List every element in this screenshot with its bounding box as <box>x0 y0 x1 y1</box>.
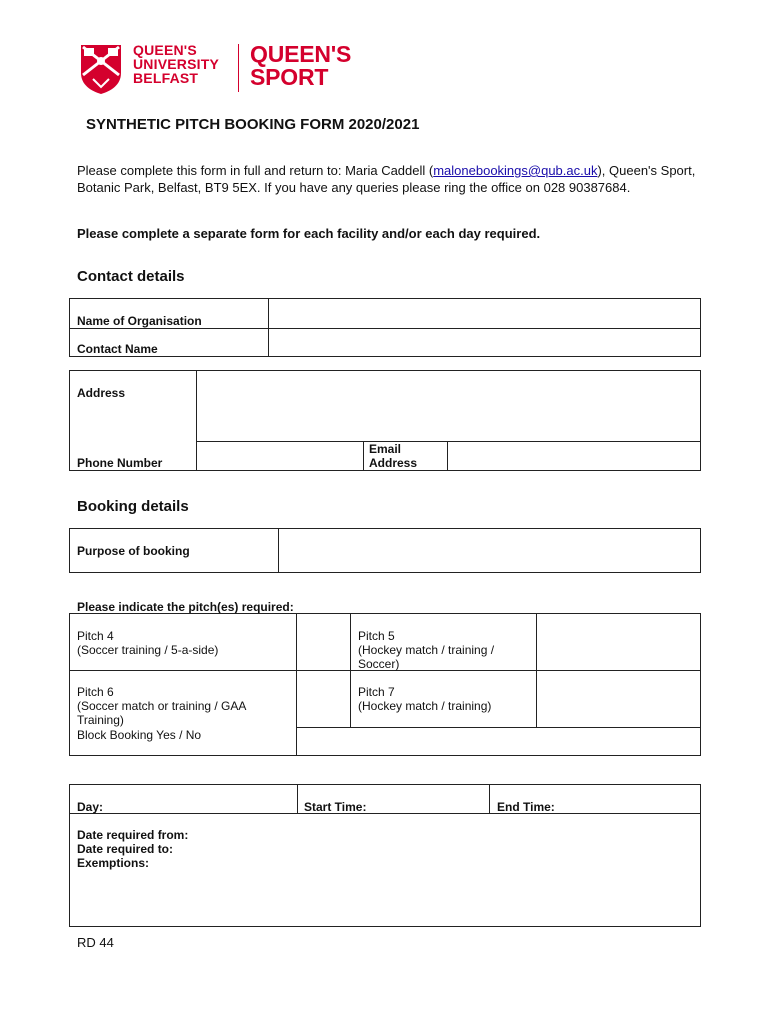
qub-line-2: UNIVERSITY <box>133 56 220 72</box>
email-label-line-2: Address <box>369 456 418 470</box>
purpose-table-divider <box>278 528 279 573</box>
exemptions-label: Exemptions: <box>77 856 150 870</box>
email-label-line-1: Email <box>369 442 402 456</box>
pitch-4-option <box>77 629 218 657</box>
pitch-7-option <box>358 685 491 713</box>
qub-wordmark <box>133 43 219 85</box>
block-booking-field[interactable] <box>298 729 699 755</box>
phone-label: Phone Number <box>77 456 163 470</box>
pitch-6-name: Pitch 6 <box>77 685 114 699</box>
pitch-prompt: Please indicate the pitch(es) required: <box>77 600 294 614</box>
pitch-table-row-2 <box>296 727 701 728</box>
sport-line-2: SPORT <box>250 64 329 90</box>
date-to-label: Date required to: <box>77 842 174 856</box>
intro-paragraph <box>77 163 707 196</box>
pitch-6-desc-2: Training) <box>77 713 124 727</box>
address-label: Address <box>77 386 126 400</box>
address-table-divider <box>196 370 197 471</box>
pitch-4-name: Pitch 4 <box>77 629 114 643</box>
contact-table-row-divider <box>69 328 701 329</box>
qub-line-3: BELFAST <box>133 70 199 86</box>
logo-divider <box>238 44 239 92</box>
sport-line-1: QUEEN'S <box>250 41 352 67</box>
intro-text-1: Please complete this form in full and return to: Maria Caddell ( <box>77 163 434 178</box>
schedule-col-1 <box>297 784 298 814</box>
pitch-5-checkbox[interactable] <box>538 615 699 669</box>
pitch-7-name: Pitch 7 <box>358 685 395 699</box>
date-range-block <box>77 828 188 870</box>
qub-line-1: QUEEN'S <box>133 42 197 58</box>
pitch-5-name: Pitch 5 <box>358 629 395 643</box>
pitch-5-desc-1: (Hockey match / training / <box>358 643 495 657</box>
organisation-field[interactable] <box>270 300 699 327</box>
email-address-label <box>369 442 417 470</box>
pitch-6-option <box>77 685 246 742</box>
day-label: Day: <box>77 800 104 814</box>
email-link[interactable]: malonebookings@qub.ac.uk <box>433 163 598 178</box>
contact-name-field[interactable] <box>270 330 699 356</box>
university-crest-logo <box>79 43 123 95</box>
pitch-7-desc: (Hockey match / training) <box>358 699 492 713</box>
purpose-field[interactable] <box>280 530 699 571</box>
schedule-col-2 <box>489 784 490 814</box>
pitch-table-col-1 <box>296 613 297 756</box>
block-booking-label: Block Booking Yes / No <box>77 728 202 742</box>
pitch-6-checkbox[interactable] <box>298 672 349 726</box>
booking-details-heading: Booking details <box>77 498 189 515</box>
purpose-label: Purpose of booking <box>77 544 190 558</box>
date-from-label: Date required from: <box>77 828 189 842</box>
pitch-7-checkbox[interactable] <box>538 672 699 726</box>
pitch-4-checkbox[interactable] <box>298 615 349 669</box>
pitch-4-desc: (Soccer training / 5-a-side) <box>77 643 219 657</box>
organisation-label: Name of Organisation <box>77 314 202 328</box>
pitch-5-desc-2: Soccer) <box>358 657 400 671</box>
address-field[interactable] <box>198 372 699 440</box>
address-table-row-divider <box>196 441 701 442</box>
instruction-text: Please complete a separate form for each facility and/or each day required. <box>77 226 541 241</box>
schedule-row-divider <box>69 813 701 814</box>
phone-field[interactable] <box>198 443 362 470</box>
contact-details-heading: Contact details <box>77 268 185 285</box>
pitch-5-option <box>358 629 494 671</box>
form-title: SYNTHETIC PITCH BOOKING FORM 2020/2021 <box>86 116 420 133</box>
end-time-label: End Time: <box>497 800 555 814</box>
intro-text-2: ), Queen's Sport, Botanic Park, Belfast, BT9 5EX. If you have any queries please ring the office on 028 90387684. <box>77 163 696 195</box>
email-field[interactable] <box>449 443 699 470</box>
footer-code: RD 44 <box>77 935 114 950</box>
start-time-label: Start Time: <box>304 800 367 814</box>
email-label-divider-right <box>447 441 448 471</box>
pitch-6-desc-1: (Soccer match or training / GAA <box>77 699 247 713</box>
email-label-divider-left <box>363 441 364 471</box>
contact-name-label: Contact Name <box>77 342 158 356</box>
queens-sport-wordmark <box>250 43 351 89</box>
